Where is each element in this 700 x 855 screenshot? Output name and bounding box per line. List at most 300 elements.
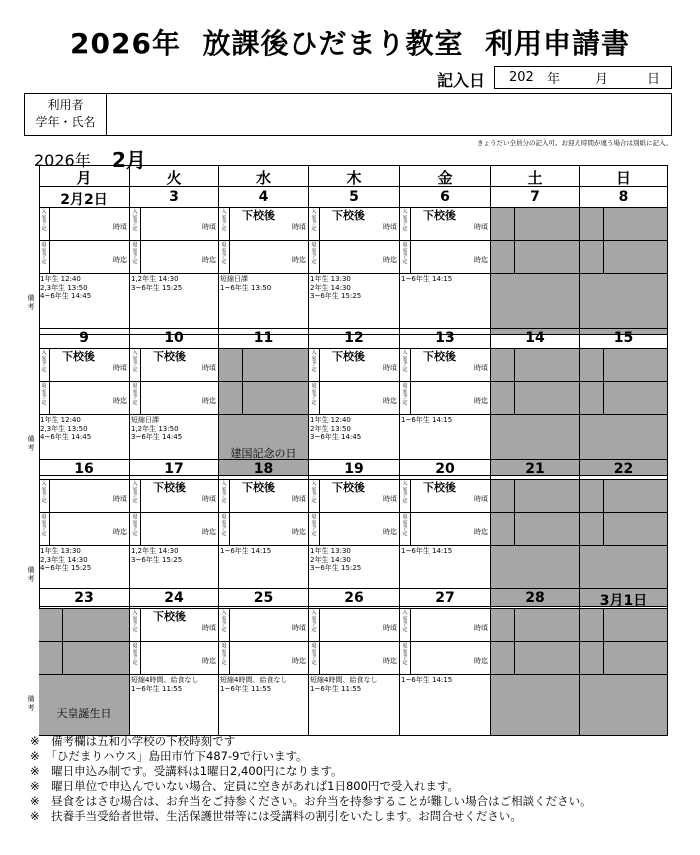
dismissal-times: 1年生 13:30 2,3年生 14:30 4~6年生 15:25 (40, 547, 92, 572)
title-sub: 利用申請書 (484, 27, 630, 60)
date-number: 3 (169, 189, 179, 205)
biko-cell (130, 274, 219, 335)
closed-slot (515, 382, 580, 415)
title-year: 2026年 (70, 27, 181, 60)
date-cell (580, 328, 668, 349)
after-school-tag: 下校後 (423, 350, 456, 363)
closed-slot-label (580, 480, 604, 513)
departure-time-field[interactable] (50, 241, 130, 274)
entry-year-prefix: 202 (509, 70, 534, 85)
date-cell (491, 588, 580, 609)
arrival-time-unit: 時頃 (474, 363, 488, 372)
arrival-label: 入 室 予 定 (221, 209, 227, 232)
date-cell (219, 459, 309, 480)
departure-time-field[interactable] (411, 241, 491, 274)
user-label-line2: 学年・氏名 (35, 115, 96, 129)
arrival-time-unit: 時頃 (474, 623, 488, 632)
biko-cell (309, 675, 400, 736)
after-school-tag: 下校後 (62, 350, 95, 363)
departure-time-unit: 時迄 (292, 255, 306, 264)
date-number: 16 (74, 461, 94, 477)
date-number: 13 (435, 330, 455, 346)
departure-time-field[interactable] (320, 513, 400, 546)
date-number: 26 (344, 590, 364, 606)
departure-time-field[interactable] (141, 382, 219, 415)
date-cell (309, 588, 400, 609)
departure-time-unit: 時迄 (383, 396, 397, 405)
arrival-time-field[interactable] (320, 349, 400, 382)
date-number: 11 (253, 330, 274, 346)
notes-list (30, 734, 592, 824)
departure-label-cell (39, 513, 50, 546)
arrival-time-unit: 時頃 (202, 222, 216, 231)
weekday-cell (580, 165, 668, 187)
arrival-label: 入 室 予 定 (132, 481, 138, 504)
departure-label-cell (309, 382, 320, 415)
departure-time-unit: 時迄 (202, 527, 216, 536)
departure-label-cell (130, 382, 141, 415)
closed-slot (515, 513, 580, 546)
holiday-slot (63, 609, 130, 642)
arrival-time-field[interactable] (141, 480, 219, 513)
closed-slot (515, 241, 580, 274)
departure-time-unit: 時迄 (474, 255, 488, 264)
date-cell (400, 588, 491, 609)
date-cell (39, 328, 130, 349)
departure-time-field[interactable] (50, 513, 130, 546)
closed-slot (604, 349, 668, 382)
date-number: 12 (344, 330, 364, 346)
departure-label: 退 室 予 定 (402, 242, 408, 265)
date-cell (219, 328, 309, 349)
closed-slot-label (491, 241, 515, 274)
weekday-cell (130, 165, 219, 187)
departure-time-unit: 時迄 (292, 527, 306, 536)
weekday-label: 水 (255, 169, 271, 187)
date-number: 6 (440, 189, 450, 205)
after-school-tag: 下校後 (153, 350, 186, 363)
biko-label: 備考 (27, 294, 35, 311)
calendar-month: 2月 (112, 148, 146, 172)
date-cell (219, 187, 309, 208)
departure-label-cell (400, 382, 411, 415)
closed-slot (515, 609, 580, 642)
arrival-time-field[interactable] (411, 208, 491, 241)
arrival-label-cell (400, 349, 411, 382)
arrival-time-field[interactable] (230, 208, 309, 241)
arrival-time-field[interactable] (50, 480, 130, 513)
closed-slot-label (491, 513, 515, 546)
arrival-label-cell (130, 480, 141, 513)
date-cell (309, 459, 400, 480)
arrival-time-field[interactable] (411, 609, 491, 642)
date-number: 3月1日 (599, 593, 648, 609)
dismissal-times: 1~6年生 14:15 (401, 676, 453, 684)
weekday-cell (39, 165, 130, 187)
departure-label: 退 室 予 定 (132, 643, 138, 666)
weekday-cell (491, 165, 580, 187)
arrival-label-cell (130, 609, 141, 642)
departure-label: 退 室 予 定 (41, 242, 47, 265)
date-number: 24 (164, 590, 184, 606)
entry-date-label: 記入日 (437, 71, 486, 90)
departure-label-cell (39, 241, 50, 274)
departure-label-cell (130, 513, 141, 546)
dismissal-times: 短縮日課 1~6年生 13:50 (220, 275, 272, 292)
departure-label-cell (309, 241, 320, 274)
closed-slot (515, 349, 580, 382)
departure-time-unit: 時迄 (202, 255, 216, 264)
departure-time-field[interactable] (411, 513, 491, 546)
weekday-label: 土 (527, 169, 543, 187)
arrival-label: 入 室 予 定 (311, 481, 317, 504)
departure-time-field[interactable] (320, 382, 400, 415)
arrival-label-cell (400, 609, 411, 642)
date-cell (130, 187, 219, 208)
date-cell (580, 588, 668, 609)
date-cell (400, 187, 491, 208)
arrival-label: 入 室 予 定 (221, 610, 227, 633)
note-item: ※ 「ひだまりハウス」島田市竹下487-9で行います。 (30, 749, 308, 763)
departure-label: 退 室 予 定 (132, 383, 138, 406)
date-cell (491, 459, 580, 480)
biko-cell (219, 675, 309, 736)
arrival-time-unit: 時頃 (474, 494, 488, 503)
departure-label: 退 室 予 定 (402, 514, 408, 537)
note-item: ※ 昼食をはさむ場合は、お弁当をご持参ください。お弁当を持参することが難しい場合はご相談ください。 (30, 794, 592, 808)
dismissal-times: 1年生 12:40 2,3年生 13:50 4~6年生 14:45 (40, 275, 92, 300)
closed-slot-label (580, 513, 604, 546)
date-number: 4 (258, 189, 269, 205)
closed-slot (604, 382, 668, 415)
date-number: 27 (435, 590, 455, 606)
after-school-tag: 下校後 (153, 610, 186, 623)
holiday-biko (39, 675, 130, 736)
date-cell (400, 328, 491, 349)
arrival-label: 入 室 予 定 (132, 610, 138, 633)
closed-slot-label (580, 208, 604, 241)
departure-label-cell (309, 642, 320, 675)
closed-slot (604, 241, 668, 274)
departure-label-cell (219, 642, 230, 675)
date-cell (309, 187, 400, 208)
departure-label: 退 室 予 定 (402, 643, 408, 666)
closed-slot-label (580, 642, 604, 675)
departure-time-unit: 時迄 (383, 255, 397, 264)
date-number: 25 (253, 590, 274, 606)
date-cell (491, 187, 580, 208)
entry-year-unit: 年 (547, 72, 561, 87)
arrival-label-cell (400, 480, 411, 513)
closed-slot-label (491, 480, 515, 513)
closed-slot-label (491, 349, 515, 382)
departure-label-cell (130, 241, 141, 274)
date-number: 14 (525, 330, 545, 346)
title-main: 放課後ひだまり教室 (202, 27, 464, 60)
dismissal-times: 1,2年生 14:30 3~6年生 15:25 (131, 547, 183, 564)
dismissal-times: 短縮4時間、給食なし 1~6年生 11:55 (220, 676, 288, 693)
closed-slot-label (580, 609, 604, 642)
closed-slot-label (491, 609, 515, 642)
date-cell (130, 588, 219, 609)
departure-label-cell (219, 513, 230, 546)
holiday-slot-label (39, 609, 63, 642)
arrival-time-unit: 時頃 (474, 222, 488, 231)
departure-time-unit: 時迄 (474, 527, 488, 536)
closed-slot-label (580, 241, 604, 274)
date-cell (491, 328, 580, 349)
arrival-time-unit: 時頃 (113, 363, 127, 372)
biko-cell (219, 274, 309, 335)
note-item: ※ 曜日単位で申込んでいない場合、定員に空きがあれば1日800円で受入れます。 (30, 779, 459, 793)
arrival-time-field[interactable] (320, 480, 400, 513)
closed-slot-label (491, 642, 515, 675)
holiday-slot (63, 642, 130, 675)
date-number: 18 (253, 461, 274, 477)
date-cell (39, 187, 130, 208)
closed-slot (604, 513, 668, 546)
arrival-label: 入 室 予 定 (311, 610, 317, 633)
arrival-label-cell (309, 480, 320, 513)
arrival-time-field[interactable] (141, 208, 219, 241)
date-number: 20 (435, 461, 455, 477)
date-cell (580, 459, 668, 480)
arrival-time-unit: 時頃 (383, 623, 397, 632)
departure-time-unit: 時迄 (113, 396, 127, 405)
departure-label-cell (400, 642, 411, 675)
arrival-label-cell (309, 349, 320, 382)
date-number: 7 (530, 189, 540, 205)
dismissal-times: 1~6年生 14:15 (220, 547, 272, 555)
arrival-label-cell (400, 208, 411, 241)
departure-time-field[interactable] (411, 382, 491, 415)
after-school-tag: 下校後 (332, 481, 365, 494)
departure-time-field[interactable] (141, 642, 219, 675)
weekday-label: 火 (166, 169, 182, 187)
dismissal-times: 短縮4時間、給食なし 1~6年生 11:55 (310, 676, 378, 693)
holiday-slot-label (39, 642, 63, 675)
entry-month-unit: 月 (595, 72, 609, 87)
date-cell (580, 187, 668, 208)
date-number: 22 (613, 461, 634, 477)
closed-slot (604, 642, 668, 675)
arrival-label-cell (39, 480, 50, 513)
departure-time-field[interactable] (50, 382, 130, 415)
dismissal-times: 1年生 12:40 2年生 13:50 3~6年生 14:45 (310, 416, 362, 441)
date-cell (130, 328, 219, 349)
arrival-label: 入 室 予 定 (221, 481, 227, 504)
date-number: 10 (164, 330, 184, 346)
date-cell (39, 459, 130, 480)
arrival-time-unit: 時頃 (202, 363, 216, 372)
entry-day-unit: 日 (647, 72, 661, 87)
dismissal-times: 1~6年生 14:15 (401, 275, 453, 283)
departure-label: 退 室 予 定 (132, 514, 138, 537)
holiday-slot-label (219, 382, 243, 415)
departure-time-unit: 時迄 (202, 396, 216, 405)
holiday-slot (243, 349, 309, 382)
date-cell (309, 328, 400, 349)
arrival-time-unit: 時頃 (113, 222, 127, 231)
dismissal-times: 1年生 12:40 2,3年生 13:50 4~6年生 14:45 (40, 416, 92, 441)
dismissal-times: 1~6年生 14:15 (401, 547, 453, 555)
arrival-label: 入 室 予 定 (311, 209, 317, 232)
closed-slot (515, 208, 580, 241)
arrival-time-field[interactable] (320, 208, 400, 241)
arrival-time-unit: 時頃 (292, 623, 306, 632)
weekday-label: 金 (437, 169, 453, 187)
dismissal-times: 1,2年生 14:30 3~6年生 15:25 (131, 275, 183, 292)
departure-time-field[interactable] (141, 513, 219, 546)
holiday-slot-label (219, 349, 243, 382)
departure-label: 退 室 予 定 (311, 514, 317, 537)
holiday-name: 建国記念の日 (230, 446, 297, 460)
arrival-time-unit: 時頃 (383, 363, 397, 372)
weekday-cell (309, 165, 400, 187)
departure-time-field[interactable] (230, 241, 309, 274)
date-number: 21 (525, 461, 545, 477)
closed-slot-label (580, 349, 604, 382)
arrival-label: 入 室 予 定 (402, 481, 408, 504)
biko-label: 備考 (27, 566, 35, 583)
arrival-label: 入 室 予 定 (132, 209, 138, 232)
note-item: ※ 曜日申込み制です。受講料は1曜日2,400円になります。 (30, 764, 343, 778)
arrival-label-cell (309, 208, 320, 241)
arrival-label: 入 室 予 定 (402, 209, 408, 232)
date-number: 23 (74, 590, 94, 606)
holiday-name: 天皇誕生日 (56, 706, 112, 720)
arrival-label-cell (219, 208, 230, 241)
arrival-time-unit: 時頃 (292, 222, 306, 231)
after-school-tag: 下校後 (242, 481, 275, 494)
arrival-label-cell (309, 609, 320, 642)
holiday-slot (243, 382, 309, 415)
departure-label-cell (309, 513, 320, 546)
biko-label: 備考 (27, 695, 35, 712)
departure-time-field[interactable] (230, 642, 309, 675)
biko-cell (39, 274, 130, 335)
date-cell (219, 588, 309, 609)
arrival-time-field[interactable] (50, 208, 130, 241)
departure-time-unit: 時迄 (202, 656, 216, 665)
closed-biko (580, 274, 668, 335)
arrival-time-field[interactable] (50, 349, 130, 382)
closed-slot (515, 642, 580, 675)
arrival-time-unit: 時頃 (383, 222, 397, 231)
weekday-cell (400, 165, 491, 187)
departure-label-cell (130, 642, 141, 675)
closed-slot (604, 480, 668, 513)
closed-slot-label (491, 208, 515, 241)
note-item: ※ 扶養手当受給者世帯、生活保護世帯等には受講料の割引をいたします。お問合せください。 (30, 809, 522, 823)
departure-label: 退 室 予 定 (221, 514, 227, 537)
departure-time-field[interactable] (411, 642, 491, 675)
arrival-label-cell (130, 208, 141, 241)
departure-time-field[interactable] (320, 642, 400, 675)
date-number: 17 (164, 461, 184, 477)
biko-cell (400, 675, 491, 736)
arrival-label: 入 室 予 定 (132, 350, 138, 373)
departure-label-cell (400, 513, 411, 546)
closed-slot-label (580, 382, 604, 415)
closed-slot-label (491, 382, 515, 415)
departure-label: 退 室 予 定 (41, 514, 47, 537)
date-number: 8 (618, 189, 629, 205)
weekday-cell (219, 165, 309, 187)
arrival-time-field[interactable] (411, 480, 491, 513)
arrival-label-cell (39, 208, 50, 241)
arrival-time-field[interactable] (230, 480, 309, 513)
arrival-label-cell (219, 609, 230, 642)
dismissal-times: 短縮日課 1,2年生 13:50 3~6年生 14:45 (131, 416, 183, 441)
arrival-label: 入 室 予 定 (402, 610, 408, 633)
biko-cell (130, 675, 219, 736)
arrival-time-unit: 時頃 (202, 623, 216, 632)
departure-label: 退 室 予 定 (402, 383, 408, 406)
departure-label: 退 室 予 定 (311, 643, 317, 666)
departure-time-unit: 時迄 (383, 656, 397, 665)
departure-label: 退 室 予 定 (221, 242, 227, 265)
after-school-tag: 下校後 (423, 481, 456, 494)
arrival-label-cell (130, 349, 141, 382)
arrival-time-field[interactable] (411, 349, 491, 382)
calendar-year: 2026年 (34, 151, 91, 170)
date-cell (400, 459, 491, 480)
closed-biko (491, 274, 580, 335)
date-cell (39, 588, 130, 609)
arrival-time-unit: 時頃 (202, 494, 216, 503)
departure-time-field[interactable] (320, 241, 400, 274)
date-number: 15 (613, 330, 634, 346)
departure-label: 退 室 予 定 (41, 383, 47, 406)
date-number: 28 (525, 590, 545, 606)
arrival-label: 入 室 予 定 (41, 209, 47, 232)
arrival-time-field[interactable] (320, 609, 400, 642)
departure-time-unit: 時迄 (383, 527, 397, 536)
departure-time-field[interactable] (141, 241, 219, 274)
arrival-label: 入 室 予 定 (41, 481, 47, 504)
date-cell (130, 459, 219, 480)
arrival-time-field[interactable] (141, 609, 219, 642)
departure-label-cell (39, 382, 50, 415)
departure-label: 退 室 予 定 (221, 643, 227, 666)
user-label-line1: 利用者 (47, 98, 84, 112)
closed-slot (604, 208, 668, 241)
arrival-time-field[interactable] (230, 609, 309, 642)
date-number: 19 (344, 461, 364, 477)
departure-label: 退 室 予 定 (132, 242, 138, 265)
arrival-time-unit: 時頃 (383, 494, 397, 503)
arrival-label: 入 室 予 定 (402, 350, 408, 373)
departure-label: 退 室 予 定 (311, 242, 317, 265)
dismissal-times: 1年生 13:30 2年生 14:30 3~6年生 15:25 (310, 547, 362, 572)
arrival-time-unit: 時頃 (292, 494, 306, 503)
arrival-label-cell (39, 349, 50, 382)
departure-time-field[interactable] (230, 513, 309, 546)
biko-label: 備考 (27, 435, 35, 452)
weekday-label: 木 (346, 169, 362, 187)
after-school-tag: 下校後 (242, 209, 275, 222)
departure-time-unit: 時迄 (474, 396, 488, 405)
closed-biko (491, 675, 580, 736)
date-number: 2月2日 (60, 192, 108, 208)
weekday-label: 月 (76, 169, 92, 187)
arrival-time-field[interactable] (141, 349, 219, 382)
after-school-tag: 下校後 (153, 481, 186, 494)
departure-time-unit: 時迄 (113, 527, 127, 536)
dismissal-times: 1~6年生 14:15 (401, 416, 453, 424)
biko-cell (400, 274, 491, 335)
